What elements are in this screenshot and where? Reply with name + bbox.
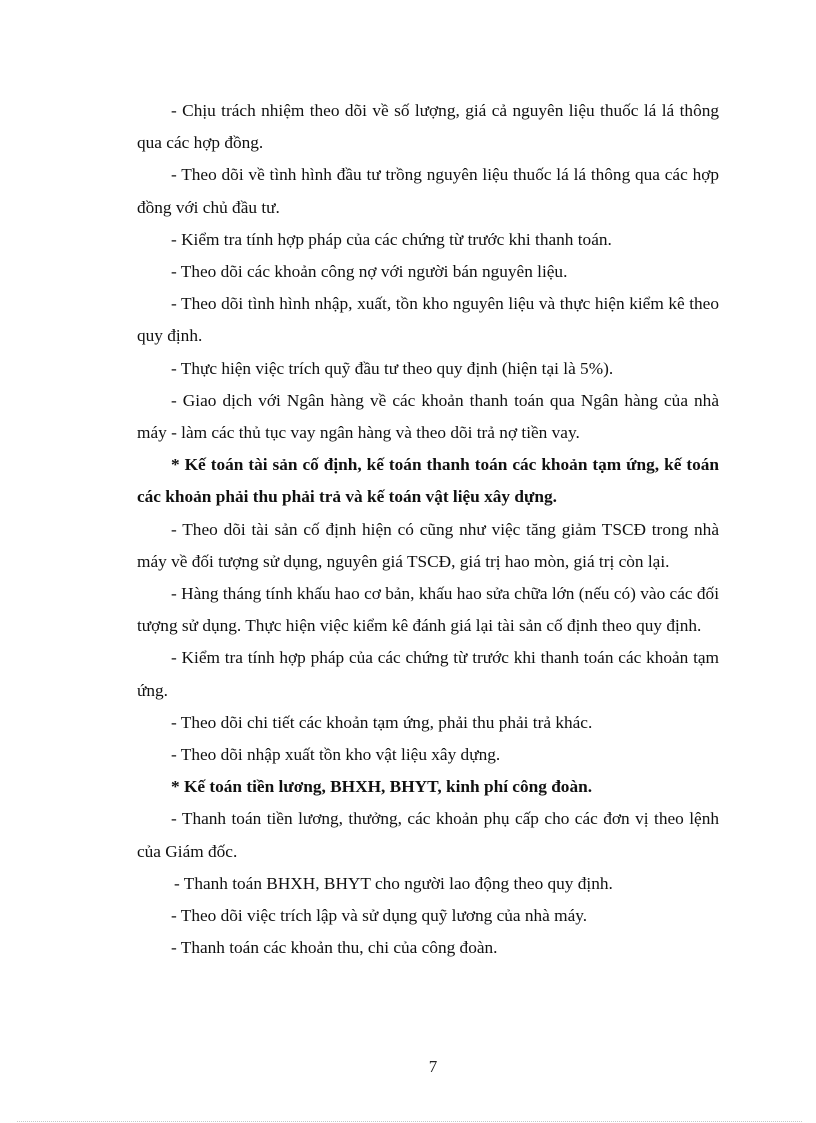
page-border-divider <box>17 1121 802 1122</box>
paragraph: - Thanh toán tiền lương, thưởng, các khoản phụ cấp cho các đơn vị theo lệnh của Giám đốc. <box>137 809 719 861</box>
section-heading: * Kế toán tài sản cố định, kế toán thanh toán các khoản tạm ứng, kế toán các khoản phải thu phải trả và kế toán vật liệu xây dựng. <box>137 455 719 507</box>
paragraph: - Theo dõi nhập xuất tồn kho vật liệu xây dựng. <box>171 745 501 765</box>
paragraph: - Thanh toán các khoản thu, chi của công đoàn. <box>171 938 498 958</box>
paragraph: - Thực hiện việc trích quỹ đầu tư theo quy định (hiện tại là 5%). <box>171 358 614 378</box>
page-number: 7 <box>428 1057 438 1076</box>
paragraph: - Theo dõi về tình hình đầu tư trồng nguyên liệu thuốc lá lá thông qua các hợp đồng với chủ đầu tư. <box>137 165 719 217</box>
paragraph: - Theo dõi việc trích lập và sử dụng quỹ lương của nhà máy. <box>171 906 588 926</box>
paragraph: - Theo dõi tình hình nhập, xuất, tồn kho nguyên liệu và thực hiện kiểm kê theo quy định. <box>137 294 719 346</box>
paragraph: - Thanh toán BHXH, BHYT cho người lao động theo quy định. <box>174 873 613 893</box>
paragraph: - Theo dõi các khoản công nợ với người bán nguyên liệu. <box>171 262 568 282</box>
paragraph: - Hàng tháng tính khấu hao cơ bản, khấu hao sửa chữa lớn (nếu có) vào các đối tượng sử dụng. Thực hiện việc kiểm kê đánh giá lại tài sản cố định theo quy định. <box>137 584 719 636</box>
paragraph: - Chịu trách nhiệm theo dõi về số lượng, giá cả nguyên liệu thuốc lá lá thông qua các hợp đồng. <box>137 101 719 153</box>
paragraph: - Kiểm tra tính hợp pháp của các chứng từ trước khi thanh toán các khoản tạm ứng. <box>137 648 719 700</box>
paragraph: - Theo dõi tài sản cố định hiện có cũng như việc tăng giảm TSCĐ trong nhà máy về đối tượng sử dụng, nguyên giá TSCĐ, giá trị hao mòn, giá trị còn lại. <box>137 519 719 571</box>
paragraph: - Theo dõi chi tiết các khoản tạm ứng, phải thu phải trả khác. <box>171 712 593 732</box>
section-heading: * Kế toán tiền lương, BHXH, BHYT, kinh phí công đoàn. <box>171 777 593 797</box>
paragraph: - Kiểm tra tính hợp pháp của các chứng từ trước khi thanh toán. <box>171 229 612 249</box>
document-body <box>137 95 719 964</box>
paragraph: - Giao dịch với Ngân hàng về các khoản thanh toán qua Ngân hàng của nhà máy - làm các thủ tục vay ngân hàng và theo dõi trả nợ tiền vay. <box>137 390 719 443</box>
